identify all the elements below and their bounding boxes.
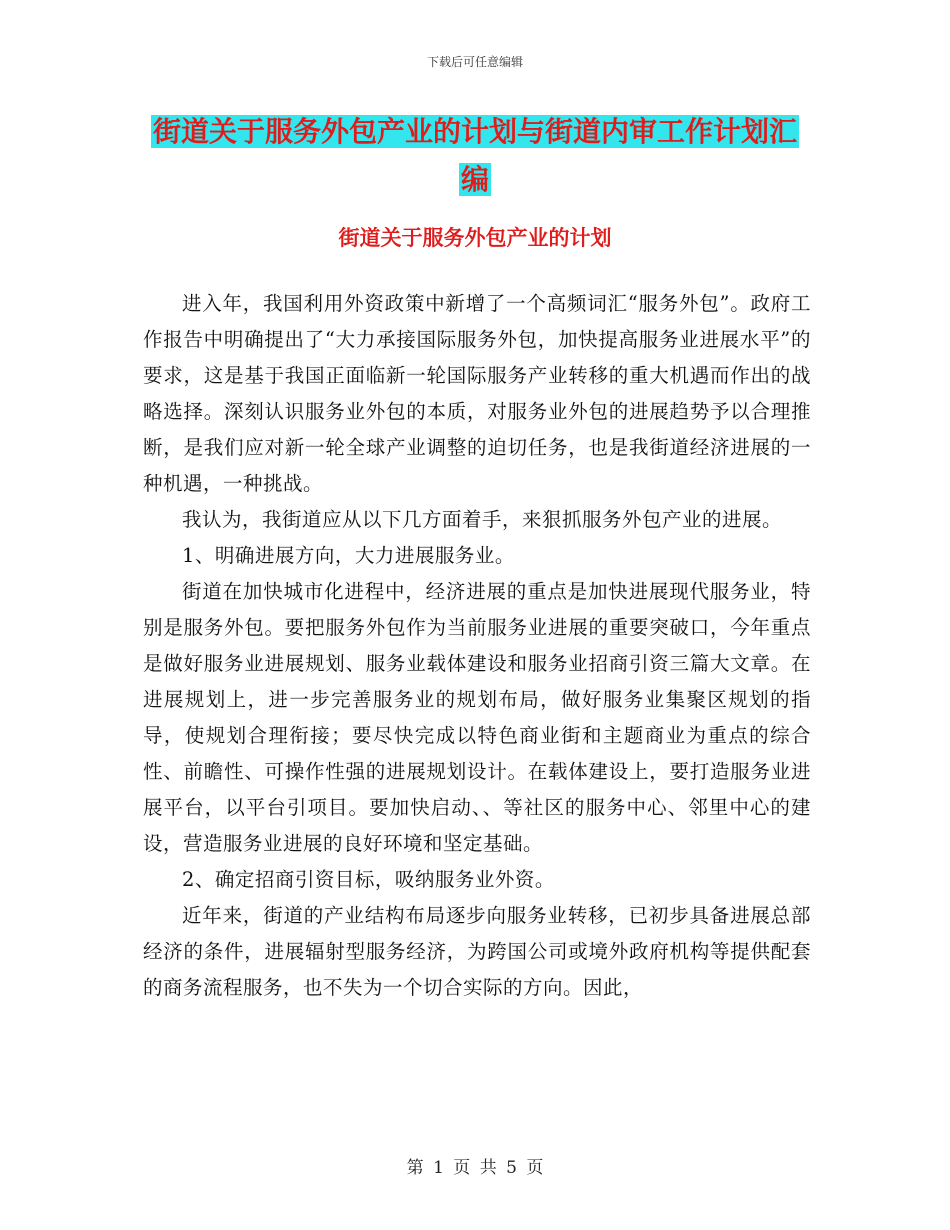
document-title-line2: 编 [460, 163, 489, 196]
paragraph: 我认为，我街道应从以下几方面着手，来狠抓服务外包产业的进展。 [182, 508, 783, 531]
paragraph: 1、明确进展方向，大力进展服务业。 [182, 544, 515, 567]
document-body [143, 286, 811, 1006]
paragraph: 近年来，街道的产业结构布局逐步向服务业转移，已初步具备进展总部经济的条件，进展辐射型服务经济，为跨国公司或境外政府机构等提供配套的商务流程服务，也不失为一个切合实际的方向。因此， [143, 904, 811, 999]
paragraph: 街道在加快城市化进程中，经济进展的重点是加快进展现代服务业，特别是服务外包。要把服务外包作为当前服务业进展的重要突破口，今年重点是做好服务业进展规划、服务业载体建设和服务业招商引资三篇大文章。在进展规划上，进一步完善服务业的规划布局，做好服务业集聚区规划的指导，使规划合理衔接；要尽快完成以特色商业街和主题商业为重点的综合性、前瞻性、可操作性强的进展规划设计。在载体建设上，要打造服务业进展平台，以平台引项目。要加快启动、、等社区的服务中心、邻里中心的建设，营造服务业进展的良好环境和坚定基础。 [143, 580, 811, 855]
page-header-note: 下载后可任意编辑 [426, 55, 523, 69]
paragraph: 2、确定招商引资目标，吸纳服务业外资。 [182, 868, 555, 891]
section-title: 街道关于服务外包产业的计划 [338, 226, 612, 250]
page-number: 第 1 页 共 5 页 [406, 1158, 544, 1178]
document-title-line1: 街道关于服务外包产业的计划与街道内审工作计划汇 [152, 115, 797, 148]
document-title [0, 108, 950, 204]
paragraph: 进入年，我国利用外资政策中新增了一个高频词汇“服务外包”。政府工作报告中明确提出了“大力承接国际服务外包，加快提高服务业进展水平”的要求，这是基于我国正面临新一轮国际服务产业转移的重大机遇而作出的战略选择。深刻认识服务业外包的本质，对服务业外包的进展趋势予以合理推断，是我们应对新一轮全球产业调整的迫切任务，也是我街道经济进展的一种机遇，一种挑战。 [143, 292, 811, 495]
